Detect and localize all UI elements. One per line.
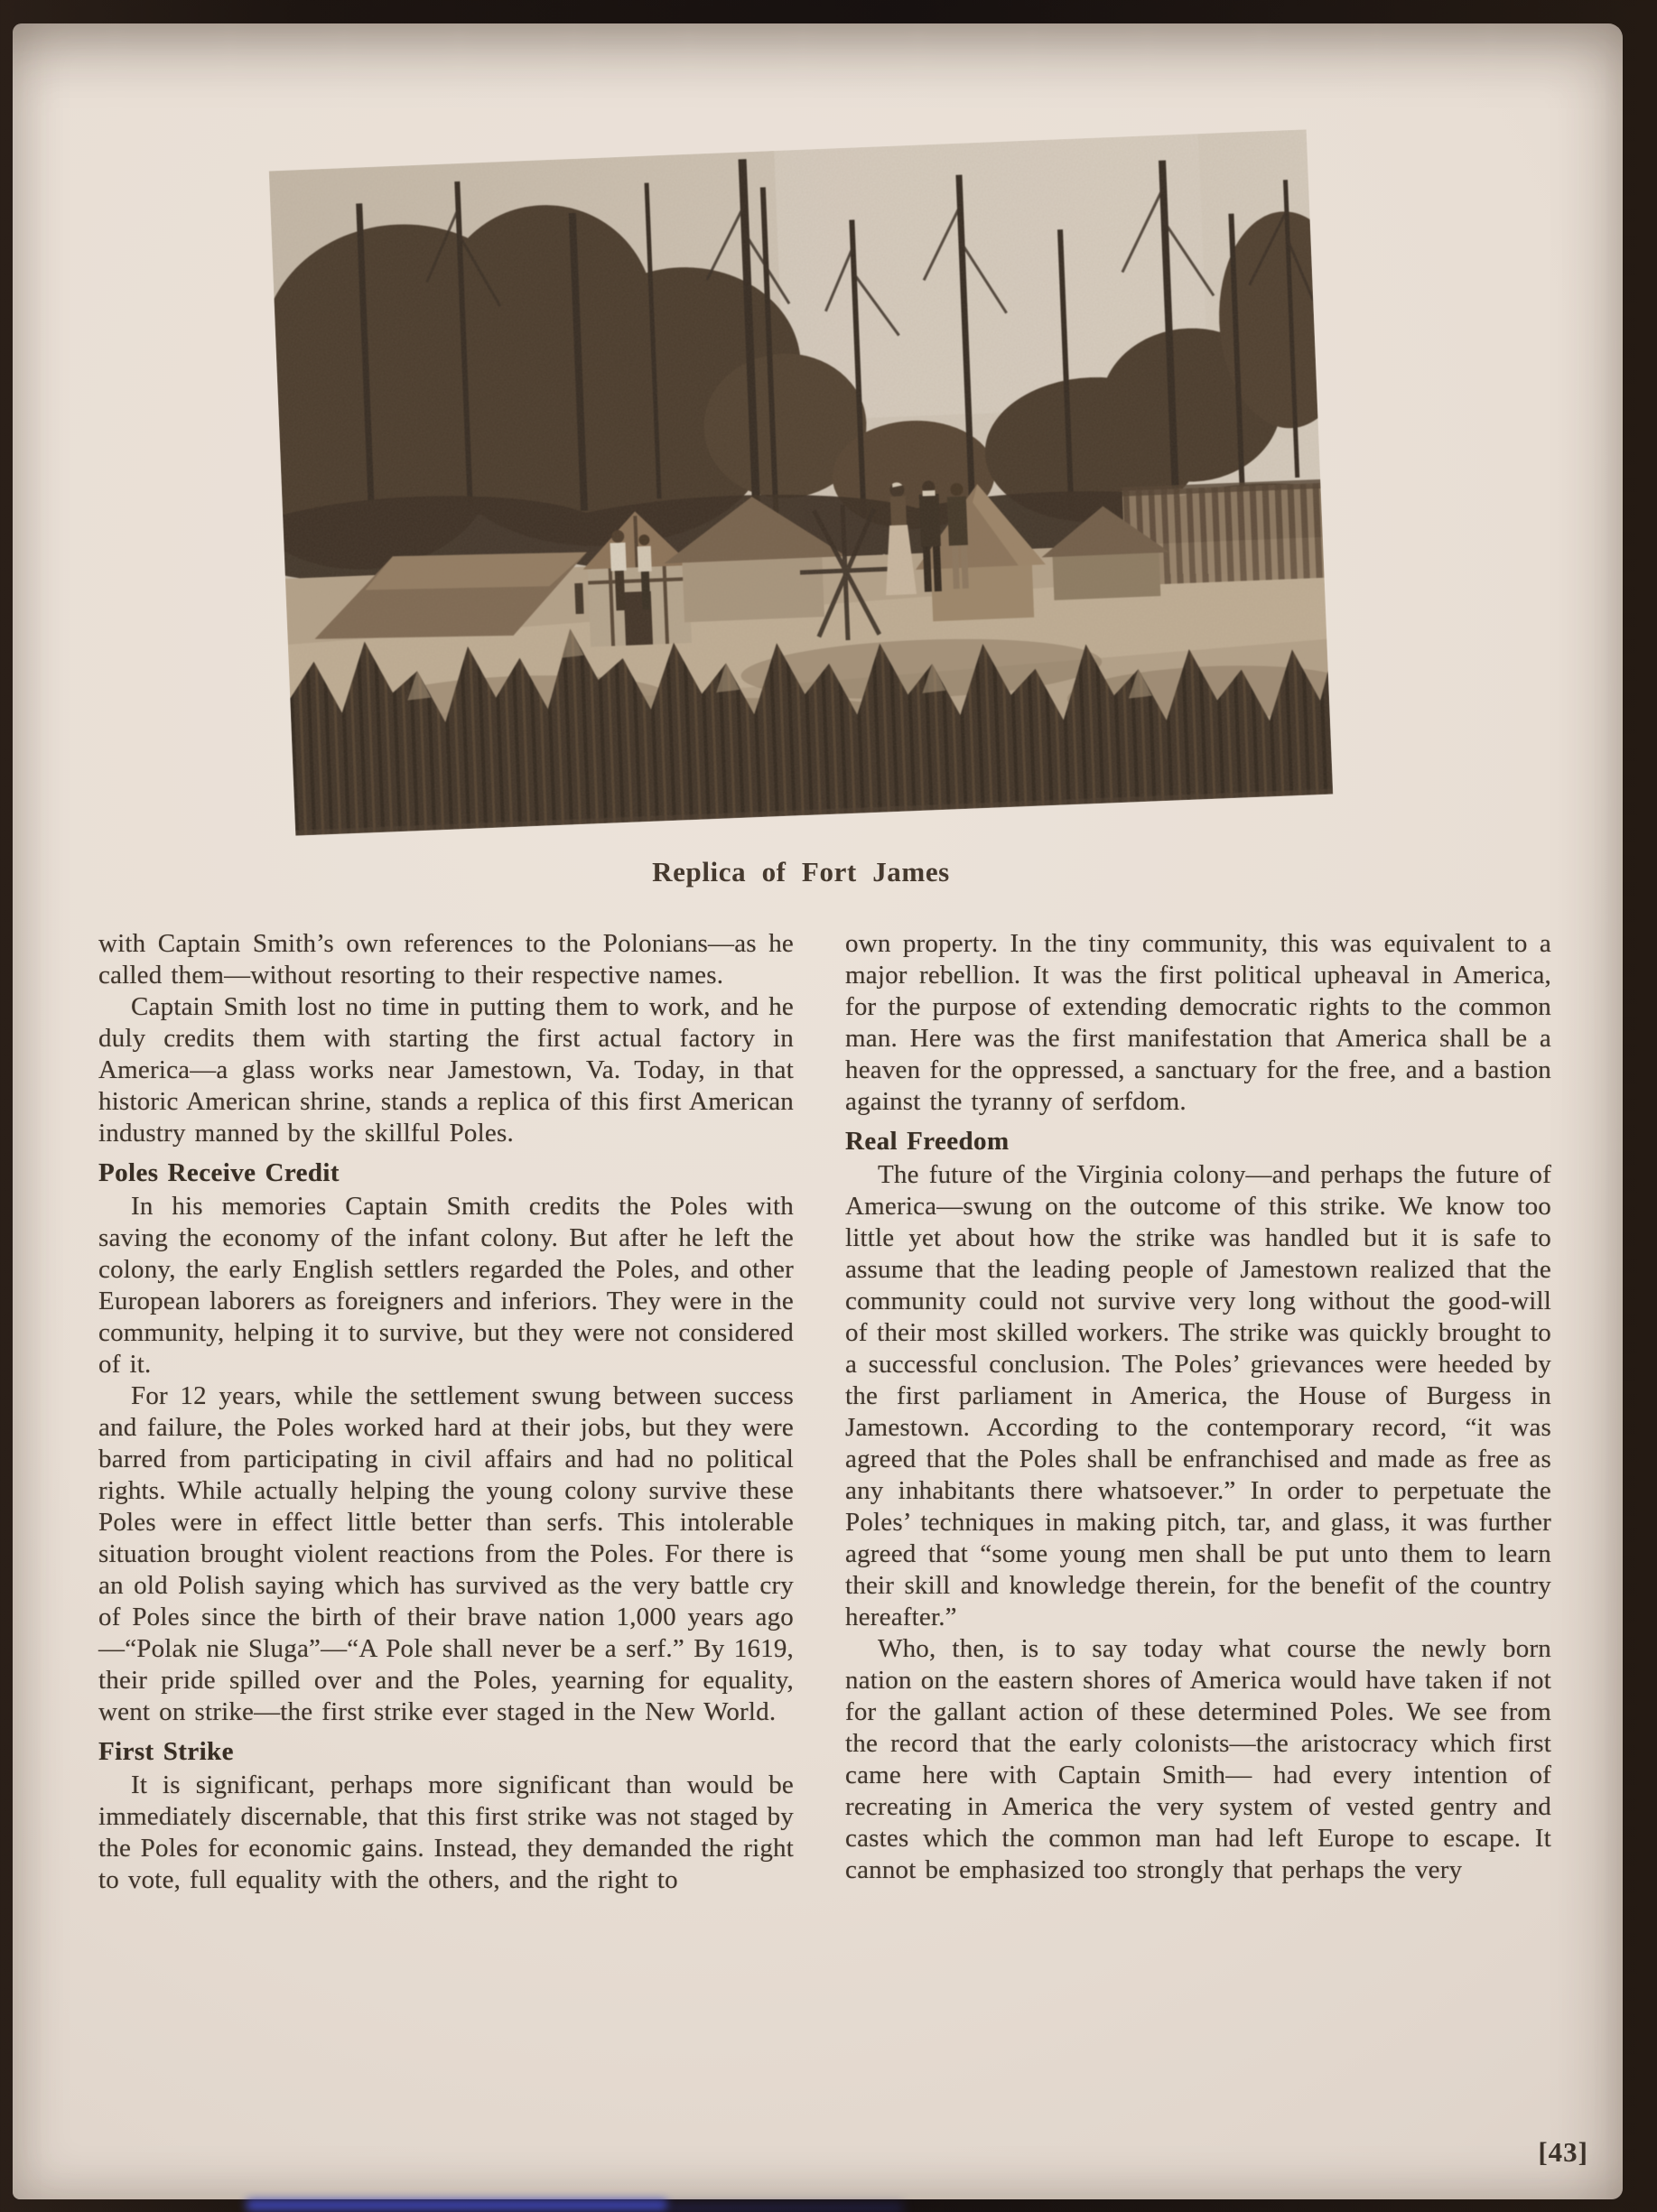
text-column-right — [845, 928, 1551, 1886]
body-paragraph: own property. In the tiny community, this was equivalent to a major rebellion. It was the first political upheaval in America, for the purpose of extending democratic rights to the common man. Here was the first manifestation that America shall be a heaven for the oppressed, a sanctuary for the free, and a bastion against the tyranny of serfdom. — [845, 929, 1551, 1116]
body-paragraph: Captain Smith lost no time in putting them to work, and he duly credits them with starting the first actual factory in America—a glass works near Jamestown, Va. Today, in that historic American shrine, stands a replica of this first American industry manned by the skillful Poles. — [98, 992, 794, 1148]
section-heading: Poles Receive Credit — [98, 1158, 340, 1187]
body-paragraph: It is significant, perhaps more significant than would be immediately discernable, that this first strike was not staged by the Poles for economic gains. Instead, they demanded the right to vote, full equality with the others, and the right to — [98, 1771, 794, 1894]
bottom-blue-reflection — [246, 2199, 668, 2211]
page-number: [43] — [1538, 2136, 1588, 2168]
text-column-left — [98, 928, 794, 1896]
body-paragraph: For 12 years, while the settlement swung between success and failure, the Poles worked hard at their jobs, but they were barred from participating in civil affairs and had no political rights. While actually helping the young colony survive these Poles were in effect little better than serfs. This intolerable situation brought violent reactions from the Poles. For there is an old Polish saying which has survived as the very battle cry of Poles since the birth of their brave nation 1,000 years ago—“Polak nie Sluga”—“A Pole shall never be a serf.” By 1619, their pride spilled over and the Poles, yearning for equality, went on strike—the first strike ever staged in the New World. — [98, 1381, 794, 1726]
section-heading: Real Freedom — [845, 1127, 1010, 1156]
fort-james-photo-art — [269, 129, 1334, 836]
body-paragraph: In his memories Captain Smith credits the Poles with saving the economy of the infant colony. But after he left the colony, the early English settlers regarded the Poles, and other European laborers as foreigners and inferiors. They were in the community, helping it to survive, but they were not considered of it. — [98, 1192, 794, 1379]
bottom-blue-reflection-faint — [668, 2204, 903, 2212]
book-page — [13, 23, 1623, 2199]
photo-caption: Replica of Fort James — [652, 856, 950, 888]
fort-james-photo — [269, 129, 1334, 836]
section-heading: First Strike — [98, 1737, 234, 1766]
body-paragraph: Who, then, is to say today what course the newly born nation on the eastern shores of America would have taken if not for the gallant action of these determined Poles. We see from the record that the early colonists—the aristocracy which first came here with Captain Smith— had every intention of recreating in America the very system of vested gentry and castes which the common man had left Europe to escape. It cannot be emphasized too strongly that perhaps the very — [845, 1634, 1551, 1884]
body-paragraph: The future of the Virginia colony—and perhaps the future of America—swung on the outcome of this strike. We know too little yet about how the strike was handled but it is safe to assume that the leading people of Jamestown realized that the community could not survive very long without the good-will of their most skilled workers. The strike was quickly brought to a successful conclusion. The Poles’ grievances were heeded by the first parliament in America, the House of Burgess in Jamestown. According to the contemporary record, “it was agreed that the Poles shall be enfranchised and made as free as any inhabitants there whatsoever.” In order to perpetuate the Poles’ techniques in making pitch, tar, and glass, it was further agreed that “some young men shall be put unto them to learn their skill and knowledge therein, for the benefit of the country hereafter.” — [845, 1160, 1551, 1631]
body-paragraph: with Captain Smith’s own references to the Polonians—as he called them—without resorting to their respective names. — [98, 929, 794, 990]
